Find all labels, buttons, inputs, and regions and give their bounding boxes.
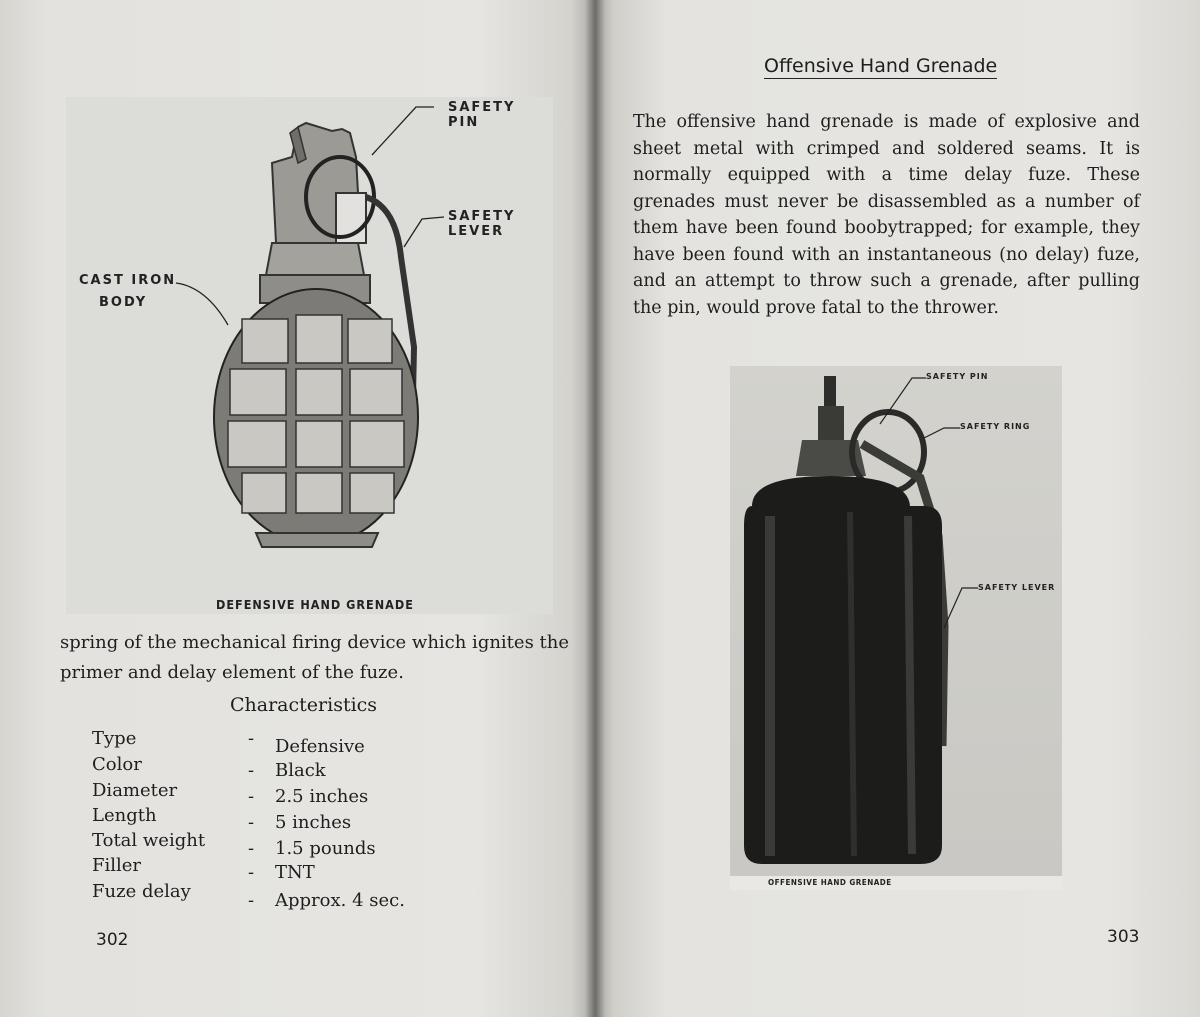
characteristic-key: Length [92,805,157,826]
characteristic-key: Type [92,728,137,749]
cast-iron-body-label-line2: BODY [99,295,148,310]
dash: - [248,838,255,859]
left-page [0,0,595,1017]
dash: - [248,890,255,911]
characteristic-key: Color [92,754,142,775]
dash: - [248,728,255,749]
offensive-safety-pin-label: SAFETY PIN [926,372,989,381]
offensive-safety-lever-label: SAFETY LEVER [978,583,1056,592]
characteristic-key: Total weight [92,830,206,851]
characteristic-value: 2.5 inches [275,786,369,807]
characteristic-key: Diameter [92,780,178,801]
defensive-grenade-illustration [66,97,553,614]
characteristic-value: 5 inches [275,812,352,833]
dash: - [248,760,255,781]
characteristic-value: Defensive [275,736,365,757]
page-number-left: 302 [96,930,129,950]
characteristic-value: Approx. 4 sec. [275,890,405,911]
characteristics-title: Characteristics [230,694,378,716]
safety-lever-label: SAFETY LEVER [448,209,516,239]
dash: - [248,812,255,833]
characteristic-key: Filler [92,855,142,876]
offensive-safety-ring-label: SAFETY RING [960,422,1031,431]
cast-iron-body-label-line1: CAST IRON [79,273,177,288]
safety-pin-label: SAFETY PIN [448,100,516,130]
offensive-grenade-photo [730,366,1062,876]
book-gutter [585,0,605,1017]
characteristic-value: 1.5 pounds [275,838,376,859]
continuation-text: spring of the mechanical firing device which ignites the primer and delay element of the fuze. [60,632,570,683]
defensive-grenade-figure [66,97,553,614]
characteristic-value: TNT [275,862,315,883]
defensive-grenade-caption: DEFENSIVE HAND GRENADE [216,597,414,612]
dash: - [248,862,255,883]
characteristic-key: Fuze delay [92,881,191,902]
characteristic-value: Black [275,760,326,781]
offensive-grenade-figure [730,366,1062,890]
section-title: Offensive Hand Grenade [764,55,998,77]
offensive-grenade-paragraph: The offensive hand grenade is made of explosive and sheet metal with crimped and soldered seams. It is normally equipped with a time delay fuze. These grenades must never be disassembled as a number of them have been found boobytrapped; for example, they have been found with an instantaneous (no delay) fuze, and an attempt to throw such a grenade, after pulling the pin, would prove fatal to the thrower. [633,112,1140,318]
offensive-grenade-caption: OFFENSIVE HAND GRENADE [768,878,892,887]
page-number-right: 303 [1107,927,1140,947]
dash: - [248,786,255,807]
